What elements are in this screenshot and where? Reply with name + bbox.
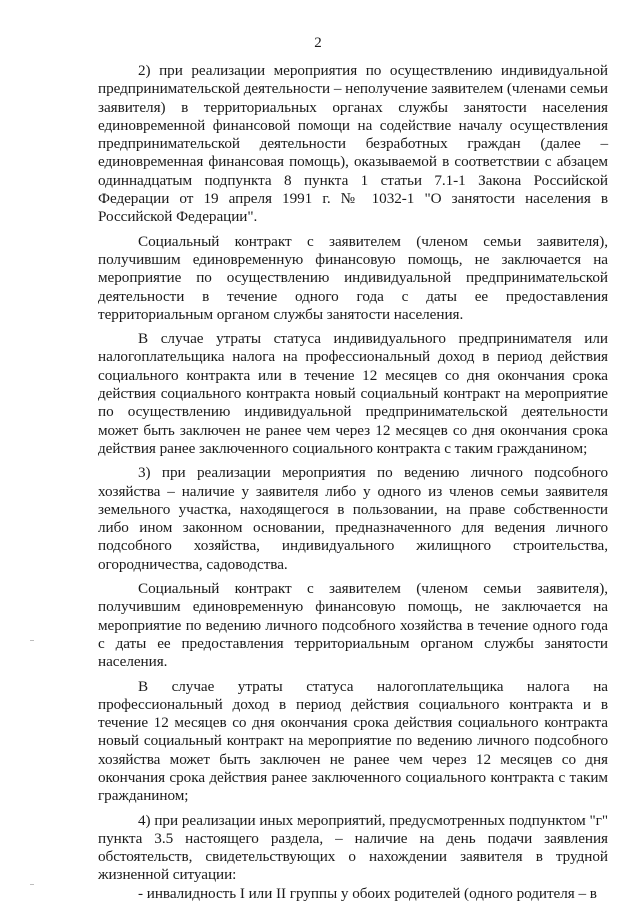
scan-artifact bbox=[30, 640, 34, 641]
paragraph-item-3: 3) при реализации мероприятия по ведению личного подсобного хозяйства – наличие у заявителя либо у одного из членов семьи заявителя земельного участка, находящегося в пользовании, на праве собственности либо ином законном основании, предназначенного для ведения личного подсобного хозяйства, индивидуального жилищного строительства, огородничества, садоводства. bbox=[98, 464, 608, 573]
document-body bbox=[98, 62, 608, 903]
page-number: 2 bbox=[314, 35, 322, 51]
paragraph-status-loss-farm: В случае утраты статуса налогоплательщика налога на профессиональный доход в период действия социального контракта и в течение 12 месяцев со дня окончания срока действия социального контракта новый социальный контракт на мероприятие по ведению личного подсобного хозяйства может быть заключен не ранее чем через 12 месяцев со дня окончания срока действия ранее заключенного социального контракта с таким гражданином; bbox=[98, 677, 608, 805]
scan-artifact bbox=[30, 884, 34, 885]
paragraph-contract-restriction-ip: Социальный контракт с заявителем (членом семьи заявителя), получившим единовременную финансовую помощь, не заключается на мероприятие по осуществлению индивидуальной предпринимательской деятельности в течение одного года с даты ее предоставления территориальным органом службы занятости населения. bbox=[98, 232, 608, 323]
paragraph-contract-restriction-farm: Социальный контракт с заявителем (членом семьи заявителя), получившим единовременную финансовую помощь, не заключается на мероприятие по ведению личного подсобного хозяйства в течение одного года с даты ее предоставления территориальным органом службы занятости населения. bbox=[98, 580, 608, 671]
paragraph-item-4: 4) при реализации иных мероприятий, предусмотренных подпунктом "г" пункта 3.5 настоящего раздела, – наличие на день подачи заявления обстоятельств, свидетельствующих о нахождении заявителя в трудной жизненной ситуации: bbox=[98, 811, 608, 884]
paragraph-status-loss-ip: В случае утраты статуса индивидуального предпринимателя или налогоплательщика налога на профессиональный доход в период действия социального контракта или в течение 12 месяцев со дня окончания срока действия социального контракта новый социальный контракт на мероприятие по осуществлению индивидуальной предпринимательской деятельности может быть заключен не ранее чем через 12 месяцев со дня окончания срока действия ранее заключенного социального контракта с таким гражданином; bbox=[98, 330, 608, 457]
paragraph-item-2: 2) при реализации мероприятия по осуществлению индивидуальной предпринимательской деятельности – неполучение заявителем (членами семьи заявителя) в территориальных органах службы занятости населения единовременной финансовой помощи на содействие началу осуществления предпринимательской деятельности безработных граждан (далее – единовременная финансовая помощь), оказываемой в соответствии с абзацем одиннадцатым подпункта 8 пункта 1 статьи 7.1-1 Закона Российской Федерации от 19 апреля 1991 г. № 1032-1 "О занятости населения в Российской Федерации". bbox=[98, 62, 608, 226]
paragraph-disability-bullet: - инвалидность I или II группы у обоих родителей (одного родителя – в bbox=[138, 884, 597, 902]
